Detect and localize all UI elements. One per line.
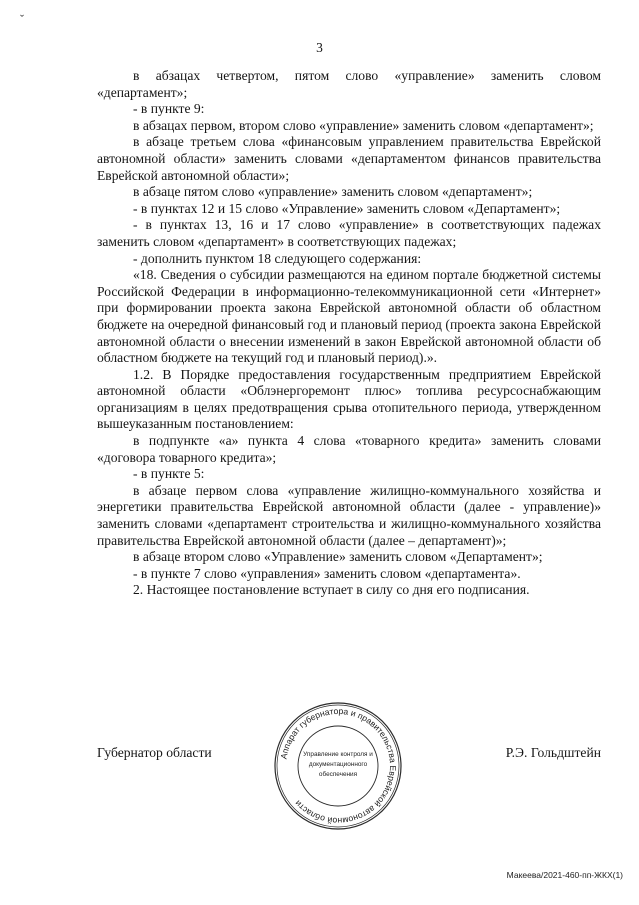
signatory-name: Р.Э. Гольдштейн xyxy=(505,745,601,760)
paragraph: в абзаце третьем слова «финансовым управлением правительства Еврейской автономной области» заменить словами «департаментом финансов правительства Еврейской автономной области»; xyxy=(97,134,601,183)
paragraph: в абзаце первом слова «управление жилищно-коммунального хозяйства и энергетики правительства Еврейской автономной области (далее - управление)» заменить словами «департамент строительства и жилищно-коммунального хозяйства правительства Еврейской автономной области (далее – департамент)»; xyxy=(97,482,601,548)
stamp-center-line: Управление контроля и xyxy=(303,751,373,758)
official-stamp xyxy=(272,700,404,832)
paragraph: в абзаце пятом слово «управление» заменить словом «департамент»; xyxy=(133,184,533,200)
paragraph: в абзаце втором слово «Управление» заменить словом «Департамент»; xyxy=(133,549,543,565)
paragraph: 1.2. В Порядке предоставления государственным предприятием Еврейской автономной области «Облэнергоремонт плюс» топлива ресурсоснабжающим организациям в целях предотвращения срыва отопительного периода, утвержденном вышеуказанным постановлением: xyxy=(97,366,601,432)
page-number: 3 xyxy=(316,40,323,55)
corner-mark: ˇ xyxy=(20,12,24,26)
paragraph: - дополнить пунктом 18 следующего содержания: xyxy=(133,250,422,266)
paragraph: в абзацах четвертом, пятом слово «управление» заменить словом «департамент»; xyxy=(97,68,601,100)
stamp-center-line: документационного xyxy=(308,761,368,768)
paragraph: 2. Настоящее постановление вступает в силу со дня его подписания. xyxy=(133,582,530,598)
paragraph: - в пункте 7 слово «управления» заменить словом «департамента». xyxy=(133,565,521,581)
stamp-center-line: обеспечения xyxy=(318,771,358,778)
signatory-title: Губернатор области xyxy=(97,745,212,760)
paragraph: в подпункте «а» пункта 4 слова «товарного кредита» заменить словами «договора товарного кредита»; xyxy=(97,433,601,465)
stamp-ring-text: Аппарат губернатора и правительства Еврейской автономной области xyxy=(278,705,399,827)
paragraph: - в пунктах 12 и 15 слово «Управление» заменить словом «Департамент»; xyxy=(133,200,561,216)
document-body xyxy=(97,68,601,599)
footer-code: Макеева/2021-460-пп-ЖКХ(1) xyxy=(506,870,623,880)
quoted-paragraph: «18. Сведения о субсидии размещаются на едином портале бюджетной системы Российской Федерации в информационно-телекоммуникационной сети «Интернет» при формировании проекта закона Еврейской автономной области об областном бюджете на очередной финансовый год и плановый период (проекта закона Еврейской автономной области о внесении изменений в закон Еврейской автономной области об областном бюджете на текущий год и плановый период).». xyxy=(97,267,601,366)
paragraph: в абзацах первом, втором слово «управление» заменить словом «департамент»; xyxy=(133,117,594,133)
paragraph: - в пунктах 13, 16 и 17 слово «управление» в соответствующих падежах заменить словом «департамент» в соответствующих падежах; xyxy=(97,217,601,249)
paragraph: - в пункте 5: xyxy=(133,466,205,482)
paragraph: - в пункте 9: xyxy=(133,101,205,117)
